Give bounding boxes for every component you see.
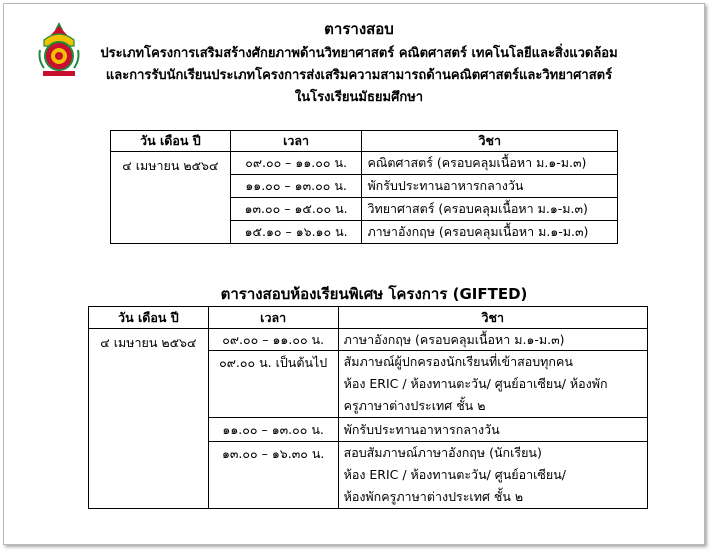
exam-schedule-table bbox=[110, 130, 618, 244]
subject-cell: พักรับประทานอาหารกลางวัน bbox=[362, 175, 618, 198]
subtitle-line-2: และการรับนักเรียนประเภทโครงการส่งเสริมความสามารถด้านคณิตศาสตร์และวิทยาศาสตร์ bbox=[105, 68, 613, 83]
exam-date: ๔ เมษายน ๒๕๖๔ bbox=[111, 152, 231, 244]
gifted-schedule-table bbox=[88, 306, 648, 509]
column-header-subject: วิชา bbox=[362, 131, 618, 152]
column-header-time: เวลา bbox=[230, 131, 362, 152]
gifted-section-title: ตารางสอบห้องเรียนพิเศษ โครงการ (GIFTED) bbox=[220, 285, 528, 303]
subject-line: ครูภาษาต่างประเทศ ชั้น ๒ bbox=[343, 398, 486, 413]
column-header-date: วัน เดือน ปี bbox=[111, 131, 231, 152]
subject-line: ห้องพักครูภาษาต่างประเทศ ชั้น ๒ bbox=[343, 489, 524, 504]
subject-cell: ภาษาอังกฤษ (ครอบคลุมเนื้อหา ม.๑-ม.๓) bbox=[362, 221, 618, 244]
subject-line: สอบสัมภาษณ์ภาษาอังกฤษ (นักเรียน) bbox=[343, 445, 542, 460]
subject-cell: วิทยาศาสตร์ (ครอบคลุมเนื้อหา ม.๑-ม.๓) bbox=[362, 198, 618, 221]
table-row bbox=[111, 152, 618, 175]
subtitle-line-3: ในโรงเรียนมัธยมศึกษา bbox=[294, 90, 424, 105]
time-cell: ๐๙.๐๐ – ๑๑.๐๐ น. bbox=[230, 152, 362, 175]
document-frame bbox=[3, 3, 705, 545]
subject-cell: ภาษาอังกฤษ (ครอบคลุมเนื้อหา ม.๑-ม.๓) bbox=[338, 329, 647, 351]
subject-cell: พักรับประทานอาหารกลางวัน bbox=[338, 418, 647, 442]
time-cell: ๑๕.๑๐ – ๑๖.๑๐ น. bbox=[230, 221, 362, 244]
subject-cell: คณิตศาสตร์ (ครอบคลุมเนื้อหา ม.๑-ม.๓) bbox=[362, 152, 618, 175]
time-cell: ๐๙.๐๐ – ๑๑.๐๐ น. bbox=[208, 329, 338, 351]
subtitle-line-1: ประเภทโครงการเสริมสร้างศักยภาพด้านวิทยาศาสตร์ คณิตศาสตร์ เทคโนโลยีและสิ่งแวดล้อม bbox=[100, 46, 618, 61]
exam-date: ๔ เมษายน ๒๕๖๔ bbox=[89, 329, 209, 509]
time-cell: ๐๙.๐๐ น. เป็นต้นไป bbox=[208, 351, 338, 418]
subject-line: สัมภาษณ์ผู้ปกครองนักเรียนที่เข้าสอบทุกคน bbox=[343, 354, 573, 369]
table-header-row bbox=[89, 307, 648, 329]
table-header-row bbox=[111, 131, 618, 152]
time-cell: ๑๓.๐๐ – ๑๕.๐๐ น. bbox=[230, 198, 362, 221]
column-header-date: วัน เดือน ปี bbox=[89, 307, 209, 329]
subject-cell bbox=[338, 351, 647, 418]
column-header-subject: วิชา bbox=[338, 307, 647, 329]
subject-line: ห้อง ERIC / ห้องทานตะวัน/ ศูนย์อาเซียน/ bbox=[343, 467, 566, 482]
time-cell: ๑๓.๐๐ – ๑๖.๓๐ น. bbox=[208, 442, 338, 509]
column-header-time: เวลา bbox=[208, 307, 338, 329]
subject-line: ห้อง ERIC / ห้องทานตะวัน/ ศูนย์อาเซียน/ ห้องพัก bbox=[343, 376, 608, 391]
time-cell: ๑๑.๐๐ – ๑๓.๐๐ น. bbox=[230, 175, 362, 198]
subject-cell bbox=[338, 442, 647, 509]
table-row bbox=[89, 329, 648, 351]
time-cell: ๑๑.๐๐ – ๑๓.๐๐ น. bbox=[208, 418, 338, 442]
page-title: ตารางสอบ bbox=[324, 20, 394, 38]
